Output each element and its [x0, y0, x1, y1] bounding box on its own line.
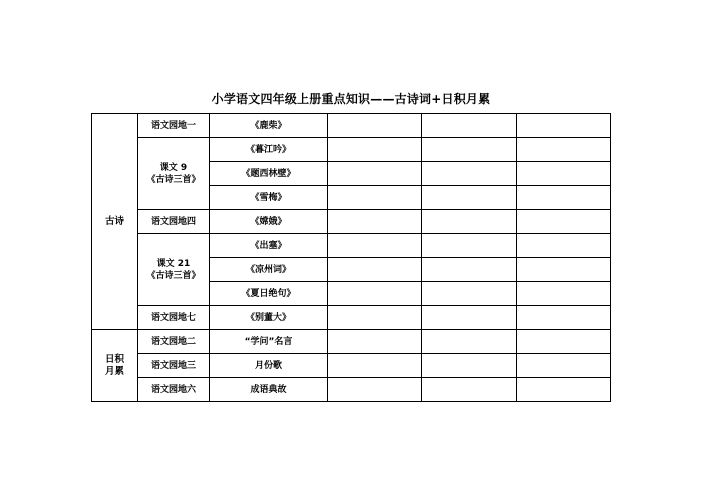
empty-cell: [517, 258, 611, 282]
empty-cell: [422, 114, 517, 138]
source-line: 《古诗三首》: [146, 270, 201, 281]
knowledge-table: [91, 113, 611, 402]
source-cell: 语文园地三: [138, 354, 210, 378]
item-cell: 月份歌: [210, 354, 328, 378]
table-row: [92, 114, 611, 138]
table-row: [92, 234, 611, 258]
empty-cell: [422, 330, 517, 354]
empty-cell: [422, 354, 517, 378]
category-poetry: 古诗: [92, 114, 138, 330]
source-cell: 语文园地二: [138, 330, 210, 354]
item-cell: 成语典故: [210, 378, 328, 402]
source-cell: 语文园地六: [138, 378, 210, 402]
empty-cell: [517, 138, 611, 162]
table-row: [92, 138, 611, 162]
empty-cell: [517, 330, 611, 354]
empty-cell: [517, 114, 611, 138]
empty-cell: [328, 378, 422, 402]
empty-cell: [517, 354, 611, 378]
empty-cell: [328, 210, 422, 234]
source-cell-kewen21: [138, 234, 210, 306]
empty-cell: [328, 138, 422, 162]
empty-cell: [328, 186, 422, 210]
empty-cell: [517, 306, 611, 330]
empty-cell: [517, 234, 611, 258]
item-cell: 《出塞》: [210, 234, 328, 258]
empty-cell: [328, 282, 422, 306]
item-cell: 《题西林壁》: [210, 162, 328, 186]
table-row: [92, 354, 611, 378]
empty-cell: [328, 354, 422, 378]
empty-cell: [328, 330, 422, 354]
empty-cell: [517, 162, 611, 186]
table-row: [92, 306, 611, 330]
item-cell: “学问”名言: [210, 330, 328, 354]
empty-cell: [422, 186, 517, 210]
page-title: 小学语文四年级上册重点知识——古诗词+日积月累: [211, 92, 491, 106]
item-cell: 《嫦娥》: [210, 210, 328, 234]
item-cell: 《雪梅》: [210, 186, 328, 210]
item-cell: 《夏日绝句》: [210, 282, 328, 306]
category-line: 日积: [104, 353, 124, 365]
table-row: [92, 378, 611, 402]
empty-cell: [517, 378, 611, 402]
item-cell: 《凉州词》: [210, 258, 328, 282]
empty-cell: [422, 282, 517, 306]
empty-cell: [517, 282, 611, 306]
empty-cell: [328, 258, 422, 282]
source-cell: 语文园地一: [138, 114, 210, 138]
table-row: [92, 210, 611, 234]
item-cell: 《暮江吟》: [210, 138, 328, 162]
item-cell: 《别董大》: [210, 306, 328, 330]
source-line: 《古诗三首》: [146, 174, 201, 185]
empty-cell: [328, 114, 422, 138]
empty-cell: [422, 162, 517, 186]
empty-cell: [422, 306, 517, 330]
empty-cell: [422, 234, 517, 258]
source-line: 课文 9: [159, 162, 188, 173]
empty-cell: [328, 162, 422, 186]
category-accumulation: [92, 330, 138, 402]
item-cell: 《鹿柴》: [210, 114, 328, 138]
source-cell: 语文园地七: [138, 306, 210, 330]
category-line: 月累: [104, 365, 124, 377]
empty-cell: [422, 378, 517, 402]
empty-cell: [422, 138, 517, 162]
empty-cell: [328, 234, 422, 258]
source-cell-kewen9: [138, 138, 210, 210]
empty-cell: [422, 210, 517, 234]
empty-cell: [517, 210, 611, 234]
source-cell: 语文园地四: [138, 210, 210, 234]
source-line: 课文 21: [156, 258, 191, 269]
table-row: [92, 330, 611, 354]
empty-cell: [422, 258, 517, 282]
empty-cell: [517, 186, 611, 210]
empty-cell: [328, 306, 422, 330]
